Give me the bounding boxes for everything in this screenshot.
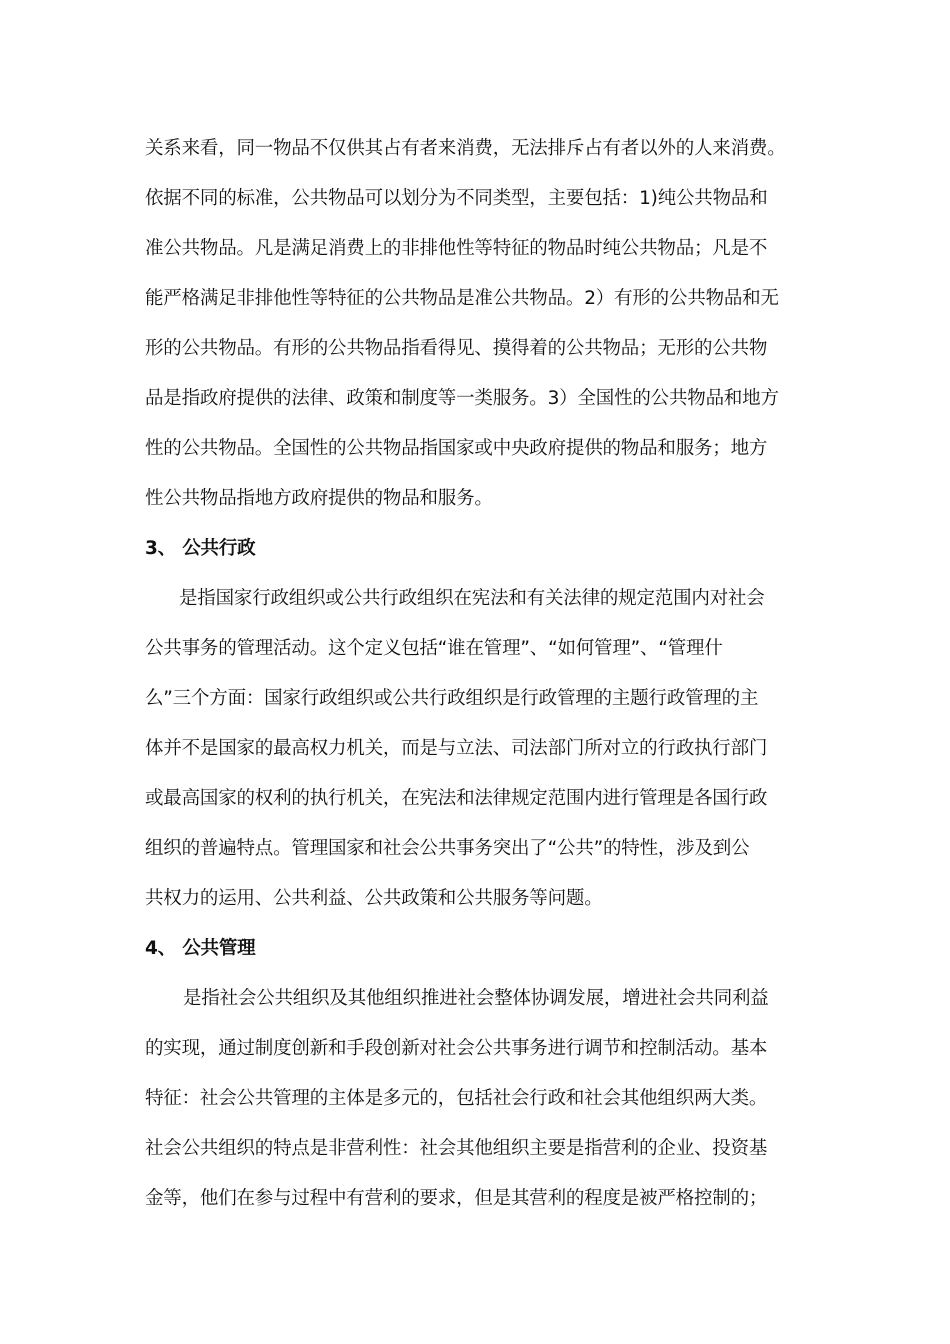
text-line: 的实现，通过制度创新和手段创新对社会公共事务进行调节和控制活动。基本 (145, 1038, 768, 1059)
text-line: 依据不同的标准，公共物品可以划分为不同类型，主要包括：1)纯公共物品和 (145, 188, 768, 209)
text-line: 性公共物品指地方政府提供的物品和服务。 (145, 488, 493, 509)
text-line: 体并不是国家的最高权力机关，而是与立法、司法部门所对立的行政执行部门 (145, 738, 768, 759)
paragraph-first-line: 是指国家行政组织或公共行政组织在宪法和有关法律的规定范围内对社会 (179, 588, 765, 609)
text-line: 或最高国家的权利的执行机关，在宪法和法律规定范围内进行管理是各国行政 (145, 788, 768, 809)
text-line: 形的公共物品。有形的公共物品指看得见、摸得着的公共物品；无形的公共物 (145, 338, 768, 359)
text-line: 金等，他们在参与过程中有营利的要求，但是其营利的程度是被严格控制的； (145, 1188, 768, 1209)
text-line: 社会公共组织的特点是非营利性：社会其他组织主要是指营利的企业、投资基 (145, 1138, 768, 1159)
text-line: 特征：社会公共管理的主体是多元的，包括社会行政和社会其他组织两大类。 (145, 1088, 768, 1109)
text-line: 准公共物品。凡是满足消费上的非排他性等特征的物品时纯公共物品；凡是不 (145, 238, 768, 259)
text-line: 品是指政府提供的法律、政策和制度等一类服务。3）全国性的公共物品和地方 (145, 388, 779, 409)
text-line: 公共事务的管理活动。这个定义包括“谁在管理”、“如何管理”、“管理什 (145, 638, 723, 659)
section-heading-public-administration: 3、 公共行政 (145, 538, 256, 559)
text-line: 么”三个方面：国家行政组织或公共行政组织是行政管理的主题行政管理的主 (145, 688, 759, 709)
text-line: 能严格满足非排他性等特征的公共物品是准公共物品。2）有形的公共物品和无 (145, 288, 779, 309)
text-line: 性的公共物品。全国性的公共物品指国家或中央政府提供的物品和服务；地方 (145, 438, 768, 459)
text-line: 组织的普遍特点。管理国家和社会公共事务突出了“公共”的特性，涉及到公 (145, 838, 750, 859)
paragraph-first-line: 是指社会公共组织及其他组织推进社会整体协调发展，增进社会共同利益 (183, 988, 769, 1009)
section-heading-public-management: 4、 公共管理 (145, 938, 256, 959)
text-line: 共权力的运用、公共利益、公共政策和公共服务等问题。 (145, 888, 603, 909)
document-body (145, 132, 807, 1232)
text-line: 关系来看，同一物品不仅供其占有者来消费，无法排斥占有者以外的人来消费。 (145, 138, 786, 159)
